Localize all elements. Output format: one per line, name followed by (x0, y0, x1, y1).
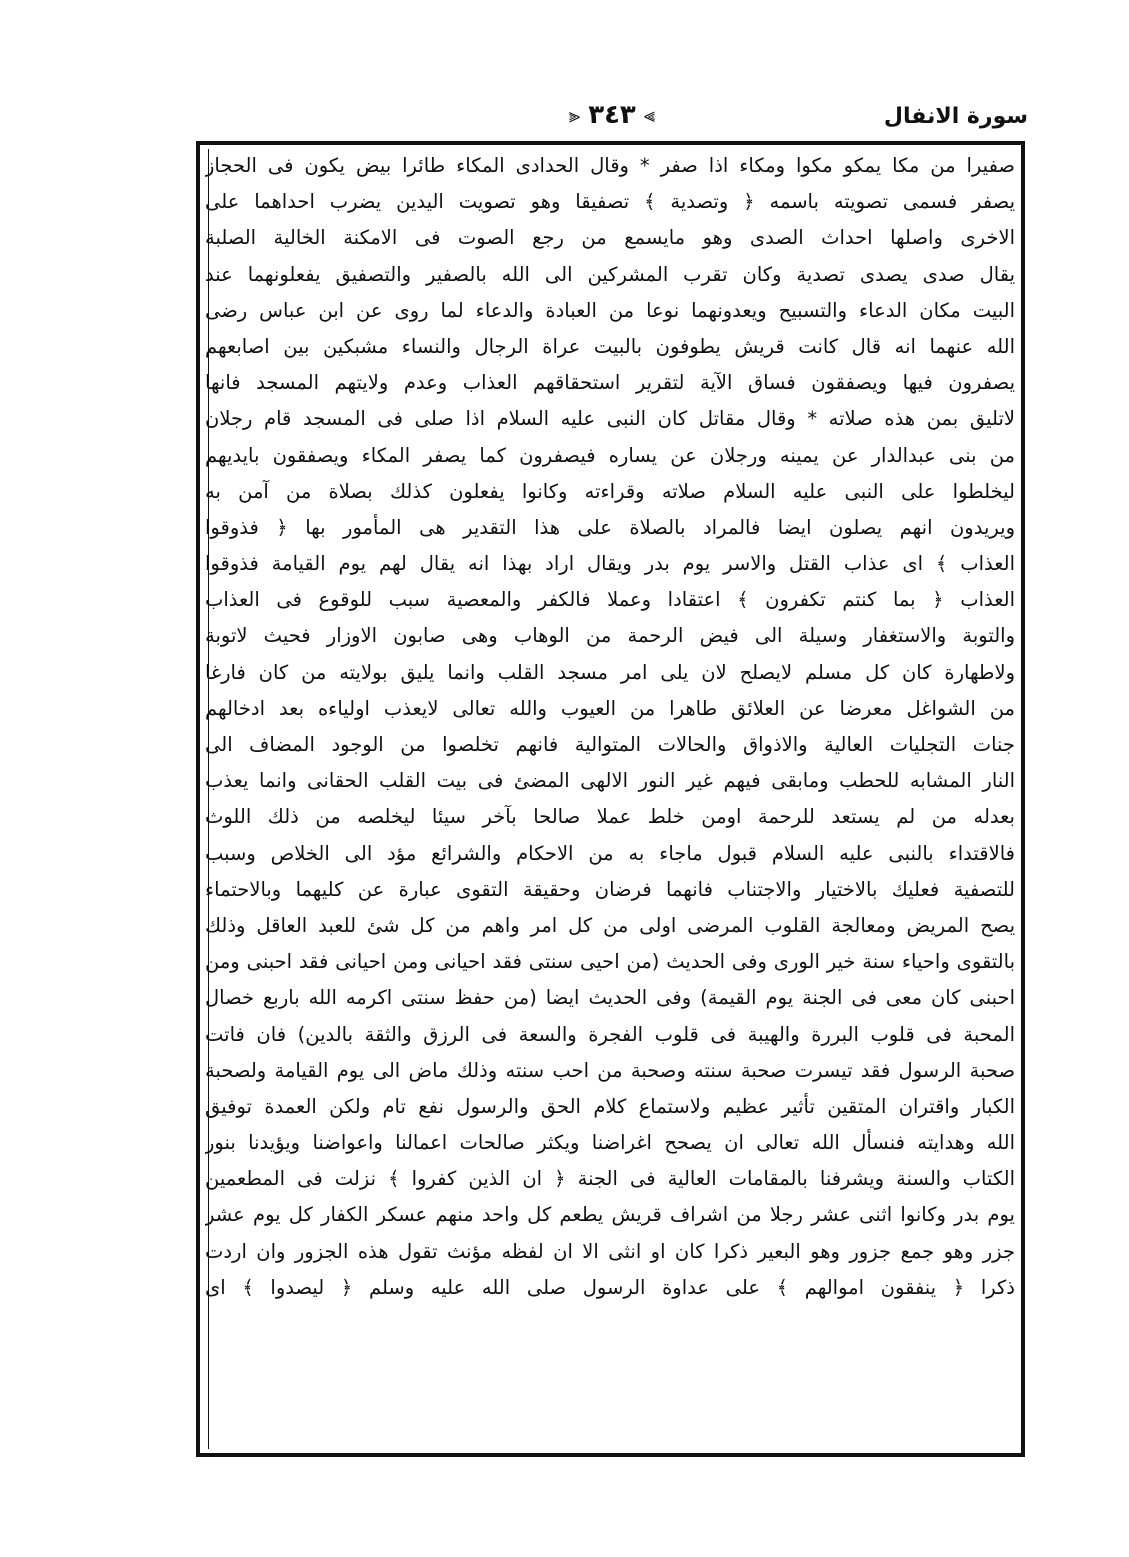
text-line: يصح المريض ومعالجة القلوب المرضى اولى من كل امر واهم من كل شئ للعبد العاقل وذلك (205, 913, 1015, 937)
text-line: من الشواغل معرضا عن العلائق طاهرا من العيوب والله تعالى لايعذب اولياءه بعد ادخالهم (205, 696, 1015, 720)
page-header (196, 100, 1028, 134)
text-line: الاخرى واصلها احداث الصدى وهو مايسمع من رجع الصوت فى الامكنة الخالية الصلبة (205, 226, 1015, 250)
text-line: العذاب ﴿ بما كنتم تكفرون ﴾ اعتقادا وعملا فالكفر والمعصية سبب للوقوع فى العذاب (205, 588, 1015, 612)
text-line: جنات التجليات العالية والاذواق والحالات المتوالية فانهم تخلصوا من الوجود المضاف الى (205, 733, 1015, 756)
text-line: لاتليق بمن هذه صلاته * وقال مقاتل كان النبى عليه السلام اذا صلى فى المسجد قام رجلان (205, 407, 1015, 431)
text-line: فالاقتداء بالنبى عليه السلام قبول ماجاء به من الاحكام والشرائع مؤد الى الخلاص وسبب (205, 841, 1015, 865)
text-line: ويريدون انهم يصلون ايضا فالمراد بالصلاة على هذا التقدير هى المأمور بها ﴿ فذوقوا (205, 515, 1015, 539)
surah-title: سورة الانفال (883, 104, 1028, 129)
text-line: الله وهدايته فنسأل الله تعالى ان يصحح اغراضنا ويكثر صالحات اعمالنا واعواضنا ويؤيدنا بنور (205, 1131, 1015, 1155)
text-line: ليخلطوا على النبى عليه السلام صلاته وقراءته وكانوا يفعلون كذلك بصلاة من آمن به (205, 479, 1015, 503)
text-line: ذكرا ﴿ ينفقون اموالهم ﴾ على عداوة الرسول صلى الله عليه وسلم ﴿ ليصدوا ﴾ اى (205, 1275, 1015, 1299)
text-line: بالتقوى واحياء سنة خير الورى وفى الحديث (من احيى سنتى فقد احيانى ومن احيانى فقد احبنى ومن (205, 950, 1015, 974)
text-line: البيت مكان الدعاء والتسبيح ويعدونهما نوعا من العبادة والدعاء لما روى عن ابن عباس رضى (205, 298, 1015, 322)
text-line: والتوبة والاستغفار وسيلة الى فيض الرحمة من الوهاب وهى صابون الاوزار فحيث لاتوبة (205, 624, 1015, 648)
text-line: يوم بدر وكانوا اثنى عشر رجلا من اشراف قريش يطعم كل واحد منهم عسكر الكفار كل يوم عشر (205, 1203, 1015, 1227)
text-line: صفيرا من مكا يمكو مكوا ومكاء اذا صفر * وقال الحدادى المكاء طائرا بيض يكون فى الحجاز (205, 154, 1015, 177)
text-body (205, 148, 1019, 1454)
text-line: جزر وهو جمع جزور وهو البعير ذكرا كان او انثى الا ان لفظه مؤنث تقول هذه الجزور وان اردت (205, 1239, 1015, 1263)
text-line: يصفرون فيها ويصفقون فساق الآية لتقرير استحقاقهم العذاب وعدم ولايتهم المسجد فانها (205, 371, 1015, 395)
text-line: احبنى كان معى فى الجنة يوم القيمة) وفى الحديث ايضا (من حفظ سنتى اكرمه الله باربع خصال (205, 986, 1015, 1010)
page-number: ٣٤٣ (588, 100, 636, 130)
text-line: الكتاب والسنة ويشرفنا بالمقامات العالية فى الجنة ﴿ ان الذين كفروا ﴾ نزلت فى المطعمين (205, 1167, 1015, 1191)
text-line: الكبار واقتران المتقين تأثير عظيم ولاستماع كلام الحق والرسول نفع تام ولكن العمدة توفيق (205, 1094, 1015, 1118)
text-line: صحبة الرسول فقد تيسرت صحبة سنته وصحبة من احب سنته وذلك ماض الى يوم القيامة ولصحبة (205, 1058, 1015, 1082)
text-line: المحبة فى قلوب البررة والهيبة فى قلوب الفجرة والسعة فى الرزق والثقة بالدين) فان فاتت (205, 1022, 1015, 1046)
text-line: يصفر فسمى تصويته باسمه ﴿ وتصدية ﴾ تصفيقا وهو تصويت اليدين يضرب احداهما على (205, 190, 1015, 214)
text-line: النار المشابه للحطب ومابقى فيهم غير النور الالهى المضئ فى بيت القلب الحقانى وانما يعذب (205, 769, 1015, 793)
text-line: يقال صدى يصدى تصدية وكان تقرب المشركين الى الله بالصفير والتصفيق يفعلونهما عند (205, 262, 1015, 286)
text-line: الله عنهما انه قال كانت قريش يطوفون بالبيت عراة الرجال والنساء مشبكين بين اصابعهم (205, 334, 1015, 358)
text-line: العذاب ﴾ اى عذاب القتل والاسر يوم بدر ويقال اراد بهذا انه يقال لهم يوم القيامة فذوقوا (205, 552, 1015, 576)
text-line: بعدله من لم يستعد للرحمة اومن خلط عملا صالحا بآخر سيئا ليخلصه من ذلك اللوث (205, 805, 1015, 829)
text-line: للتصفية فعليك بالاختيار والاجتناب فانهما فرضان وحقيقة التقوى عبارة عن كليهما وبالاحتماء (205, 877, 1015, 901)
page-number-group (569, 100, 655, 130)
right-ornament-icon: ⫷ (643, 103, 656, 127)
left-ornament-icon: ⫸ (568, 103, 581, 127)
text-line: ولاطهارة كان كل مسلم لايصلح لان يلى امر مسجد القلب وانما يليق بولايته من كان فارغا (205, 660, 1015, 684)
text-line: من بنى عبدالدار عن يمينه ورجلان عن يساره فيصفرون كما يصفر المكاء ويصفقون بايديهم (205, 443, 1015, 467)
